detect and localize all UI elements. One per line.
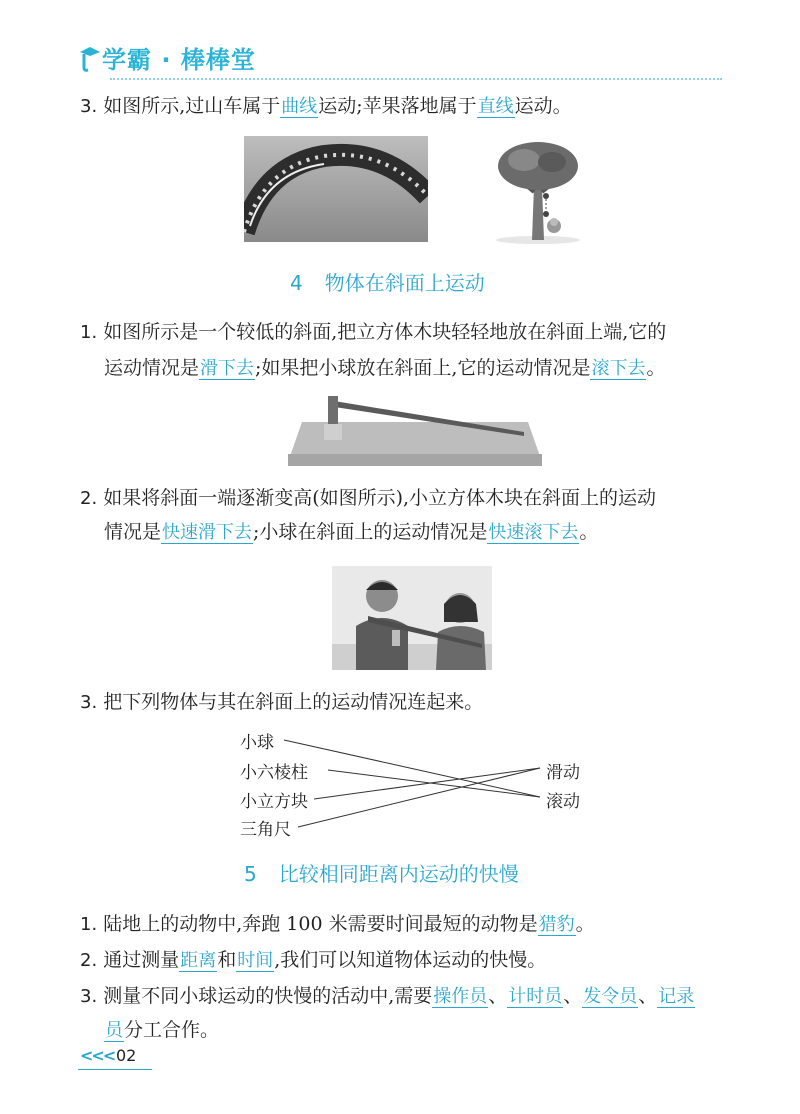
match-right-item: 滚动 xyxy=(546,792,580,812)
match-line xyxy=(298,768,540,827)
section-5-question-3: 3. 测量不同小球运动的快慢的活动中,需要操作员、计时员、发令员、记录 xyxy=(80,985,695,1007)
match-left-item: 三角尺 xyxy=(240,820,291,840)
section-4-question-3: 3. 把下列物体与其在斜面上的运动情况连起来。 xyxy=(80,691,484,713)
section-4-question-1: 1. 如图所示是一个较低的斜面,把立方体木块轻轻地放在斜面上端,它的 xyxy=(80,321,667,343)
section-5-question-3-line-2: 员分工合作。 xyxy=(105,1019,220,1041)
section-5-title: 5 比较相同距离内运动的快慢 xyxy=(244,862,519,886)
page-number: 02 xyxy=(116,1046,137,1065)
answer-field: 滑下去 xyxy=(200,358,255,379)
answer-field: 操作员 xyxy=(433,986,488,1007)
answer-field: 快速滑下去 xyxy=(162,522,253,543)
answer-field: 时间 xyxy=(237,950,274,971)
question-3-top: 3. 如图所示,过山车属于曲线运动;苹果落地属于直线运动。 xyxy=(80,95,572,117)
brand-text: 学霸 · 棒棒堂 xyxy=(102,46,256,74)
match-line xyxy=(284,740,540,797)
answer-field: 发令员 xyxy=(583,986,638,1007)
match-right-item: 滑动 xyxy=(546,763,580,783)
answer-field: 快速滚下去 xyxy=(488,522,579,543)
footer-arrows-icon: <<< xyxy=(80,1046,115,1065)
section-5-question-2: 2. 通过测量距离和时间,我们可以知道物体运动的快慢。 xyxy=(80,949,547,971)
match-left-item: 小立方块 xyxy=(240,792,308,812)
answer-field: 员 xyxy=(105,1020,123,1041)
section-4-question-2: 2. 如果将斜面一端逐渐变高(如图所示),小立方体木块在斜面上的运动 xyxy=(80,487,657,509)
section-4-question-1-line-2: 运动情况是滑下去;如果把小球放在斜面上,它的运动情况是滚下去。 xyxy=(104,357,666,379)
section-5-question-1: 1. 陆地上的动物中,奔跑 100 米需要时间最短的动物是猎豹。 xyxy=(80,913,595,935)
answer-field: 距离 xyxy=(180,950,217,971)
answer-field: 计时员 xyxy=(508,986,563,1007)
answer-field: 直线 xyxy=(477,96,514,117)
match-left-item: 小球 xyxy=(240,733,274,753)
answer-field: 猎豹 xyxy=(538,914,575,935)
answer-field: 曲线 xyxy=(281,96,318,117)
section-4-title: 4 物体在斜面上运动 xyxy=(290,271,485,295)
section-4-question-2-line-2: 情况是快速滑下去;小球在斜面上的运动情况是快速滚下去。 xyxy=(104,521,599,543)
answer-field: 记录 xyxy=(658,986,695,1007)
footer-divider xyxy=(78,1069,152,1070)
match-left-item: 小六棱柱 xyxy=(240,763,308,783)
answer-field: 滚下去 xyxy=(591,358,646,379)
